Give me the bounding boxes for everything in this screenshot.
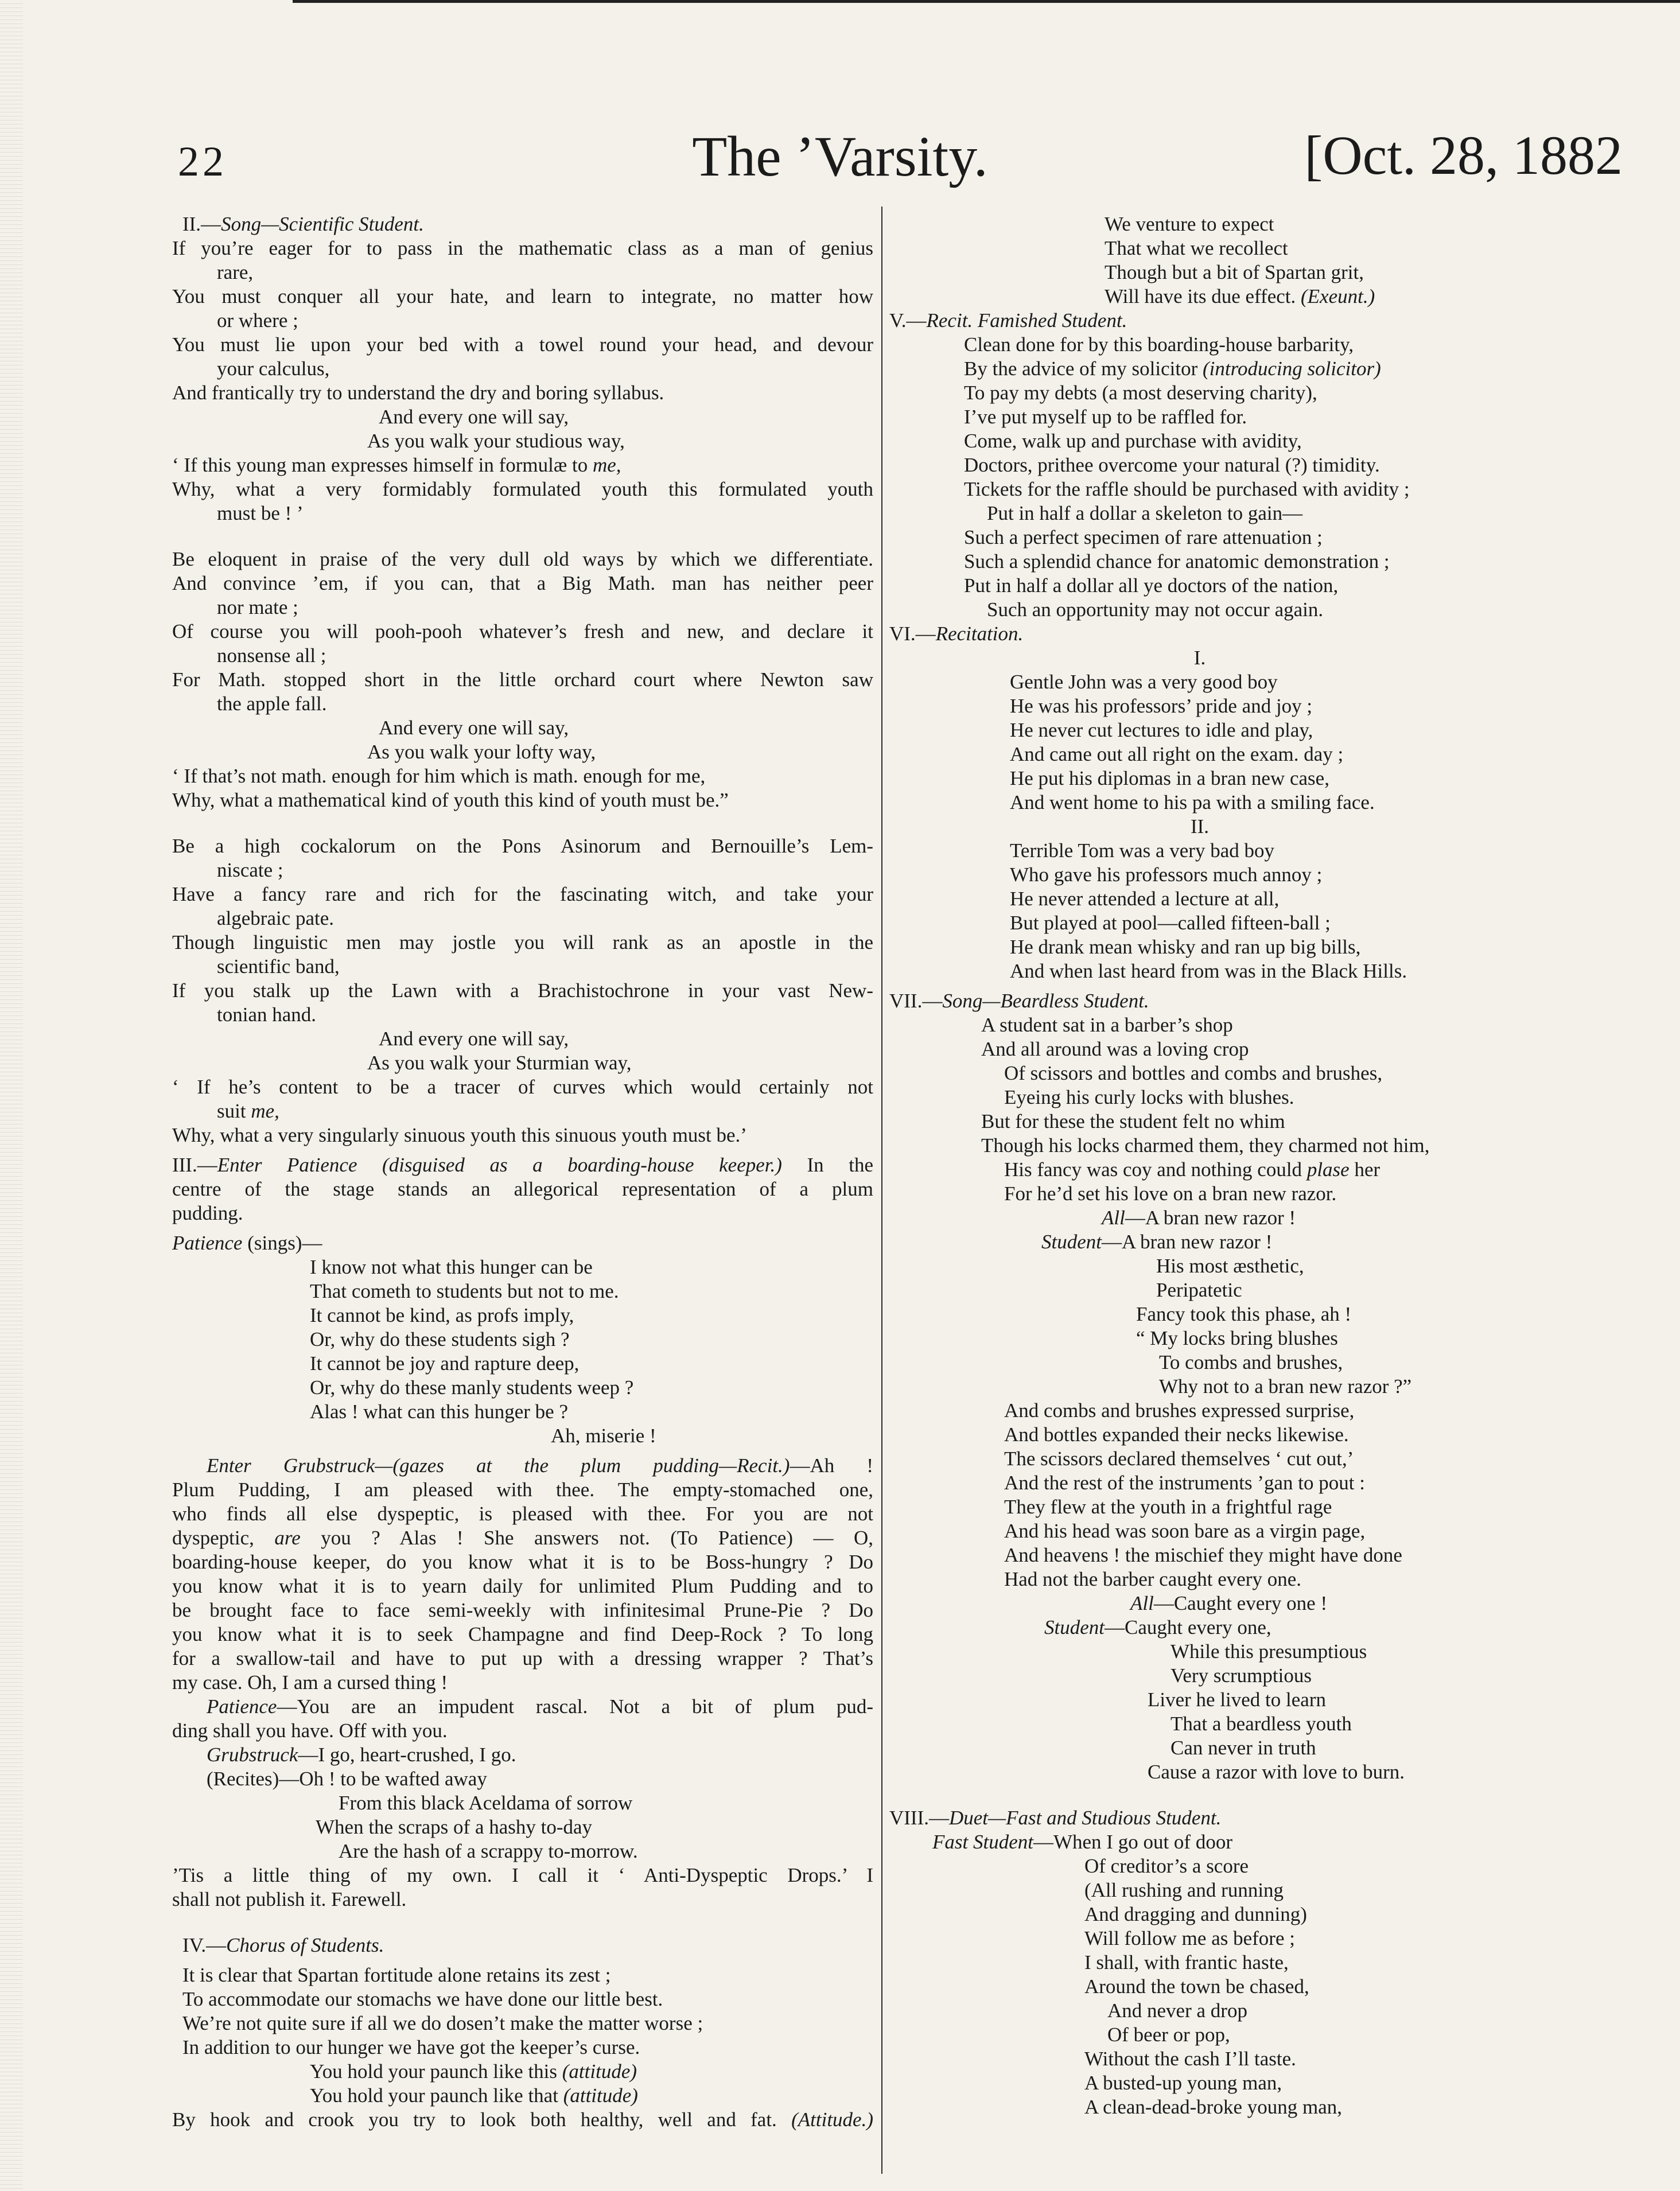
text-line: Enter Grubstruck—(gazes at the plum pudding—Recit.)—Ah !: [207, 1454, 873, 1477]
text-line: you know what it is to yearn daily for unlimited Plum Pudding and to: [172, 1575, 873, 1597]
text-line: Of beer or pop,: [1107, 2023, 1230, 2046]
text-line: your calculus,: [217, 357, 330, 380]
text-line: If you stalk up the Lawn with a Brachistochrone in your vast New-: [172, 979, 873, 1002]
text-line: Patience (sings)—: [172, 1232, 322, 1254]
text-line: It cannot be joy and rapture deep,: [310, 1352, 580, 1375]
text-line: A busted-up young man,: [1084, 2072, 1282, 2094]
text-line: The scissors declared themselves ‘ cut out,’: [1004, 1447, 1354, 1470]
text-line: you know what it is to seek Champagne and find Deep-Rock ? To long: [172, 1623, 873, 1645]
text-line: Without the cash I’ll taste.: [1084, 2048, 1296, 2070]
text-line: centre of the stage stands an allegorical representation of a plum: [172, 1178, 873, 1200]
text-line: For he’d set his love on a bran new razor.: [1004, 1182, 1337, 1205]
text-line: the apple fall.: [217, 692, 327, 715]
text-line: Or, why do these students sigh ?: [310, 1328, 570, 1351]
text-line: Of creditor’s a score: [1084, 1855, 1249, 1877]
text-line: Why, what a very singularly sinuous youth this sinuous youth must be.’: [172, 1124, 747, 1146]
section-heading: VIII.—Duet—Fast and Studious Student.: [889, 1807, 1222, 1829]
text-line: You hold your paunch like this (attitude): [310, 2060, 637, 2083]
text-line: As you walk your lofty way,: [367, 741, 596, 763]
text-line: Terrible Tom was a very bad boy: [1010, 839, 1274, 862]
text-line: nonsense all ;: [217, 644, 326, 667]
text-line: But for these the student felt no whim: [981, 1110, 1285, 1133]
text-line: rare,: [217, 261, 254, 283]
text-line: His most æsthetic,: [1156, 1255, 1304, 1277]
text-line: Of scissors and bottles and combs and brushes,: [1004, 1062, 1383, 1084]
text-line: Be eloquent in praise of the very dull old ways by which we differentiate.: [172, 548, 873, 570]
text-line: It cannot be kind, as profs imply,: [310, 1304, 574, 1326]
text-line: And convince ’em, if you can, that a Big Math. man has neither peer: [172, 572, 873, 594]
text-line: Very scrumptious: [1170, 1664, 1312, 1687]
section-heading: III.—Enter Patience (disguised as a boarding-house keeper.) In the: [172, 1154, 873, 1176]
text-line: And every one will say,: [379, 406, 569, 428]
section-heading: IV.—Chorus of Students.: [182, 1934, 384, 1956]
text-line: I know not what this hunger can be: [310, 1256, 593, 1278]
stanza-number: II.: [1190, 815, 1210, 838]
text-line: pudding.: [172, 1202, 243, 1224]
text-line: Of course you will pooh-pooh whatever’s fresh and new, and declare it: [172, 620, 873, 643]
text-line: They flew at the youth in a frightful rage: [1004, 1496, 1332, 1518]
text-line: It is clear that Spartan fortitude alone retains its zest ;: [182, 1964, 611, 1986]
text-line: Ah, miserie !: [551, 1425, 656, 1447]
text-line: His fancy was coy and nothing could plase her: [1004, 1158, 1380, 1181]
section-heading: V.—Recit. Famished Student.: [889, 309, 1127, 332]
text-line: Grubstruck—I go, heart-crushed, I go.: [207, 1744, 516, 1766]
text-line: Patience—You are an impudent rascal. Not a bit of plum pud-: [207, 1695, 873, 1718]
text-line: (All rushing and running: [1084, 1879, 1284, 1901]
text-line: He never attended a lecture at all,: [1010, 888, 1280, 910]
text-line: Student—A bran new razor !: [1041, 1231, 1273, 1253]
text-line: You must conquer all your hate, and learn to integrate, no matter how: [172, 285, 873, 308]
text-line: To combs and brushes,: [1159, 1351, 1343, 1373]
text-line: While this presumptious: [1170, 1640, 1367, 1663]
text-line: Who gave his professors much annoy ;: [1010, 863, 1323, 886]
text-line: Though but a bit of Spartan grit,: [1105, 261, 1364, 283]
text-line: That what we recollect: [1105, 237, 1288, 259]
page-header: [0, 103, 1680, 201]
top-rule: [293, 0, 1680, 3]
text-line: Though linguistic men may jostle you will rank as an apostle in the: [172, 931, 873, 954]
text-line: As you walk your Sturmian way,: [367, 1052, 632, 1074]
text-line: ’Tis a little thing of my own. I call it ‘ Anti-Dyspeptic Drops.’ I: [172, 1864, 873, 1886]
text-line: He never cut lectures to idle and play,: [1010, 719, 1313, 741]
text-line: Liver he lived to learn: [1148, 1688, 1326, 1711]
text-line: shall not publish it. Farewell.: [172, 1888, 407, 1910]
text-line: You hold your paunch like that (attitude): [310, 2084, 638, 2107]
text-line: Such an opportunity may not occur again.: [987, 598, 1324, 621]
column-divider: [881, 207, 882, 2174]
text-line: Put in half a dollar a skeleton to gain—: [987, 502, 1303, 524]
text-line: And never a drop: [1107, 1999, 1247, 2022]
text-line: All—Caught every one !: [1130, 1592, 1328, 1614]
text-line: Student—Caught every one,: [1044, 1616, 1271, 1639]
text-line: Had not the barber caught every one.: [1004, 1568, 1301, 1590]
text-line: From this black Aceldama of sorrow: [339, 1792, 633, 1814]
text-line: He was his professors’ pride and joy ;: [1010, 695, 1313, 717]
text-line: And every one will say,: [379, 717, 569, 739]
text-line: We venture to expect: [1105, 213, 1274, 235]
stanza-number: I.: [1193, 647, 1206, 669]
text-line: And dragging and dunning): [1084, 1903, 1307, 1925]
text-line: Why, what a mathematical kind of youth this kind of youth must be.”: [172, 789, 729, 811]
text-line: dyspeptic, are you ? Alas ! She answers not. (To Patience) — O,: [172, 1527, 873, 1549]
text-line: Put in half a dollar all ye doctors of the nation,: [964, 574, 1339, 597]
text-line: “ My locks bring blushes: [1136, 1327, 1338, 1349]
text-line: That a beardless youth: [1170, 1713, 1352, 1735]
section-heading: II.—Song—Scientific Student.: [182, 213, 424, 235]
text-line: Such a splendid chance for anatomic demonstration ;: [964, 550, 1390, 573]
text-line: That cometh to students but not to me.: [310, 1280, 619, 1302]
text-line: And bottles expanded their necks likewise.: [1004, 1423, 1349, 1446]
text-line: Will have its due effect. (Exeunt.): [1105, 285, 1375, 308]
text-line: ‘ If this young man expresses himself in formulæ to me,: [172, 454, 621, 476]
text-line: And when last heard from was in the Black Hills.: [1010, 960, 1407, 982]
text-line: Clean done for by this boarding-house barbarity,: [964, 333, 1354, 356]
text-line: algebraic pate.: [217, 907, 335, 929]
text-line: Tickets for the raffle should be purchased with avidity ;: [964, 478, 1410, 500]
text-line: be brought face to face semi-weekly with infinitesimal Prune-Pie ? Do: [172, 1599, 873, 1621]
text-line: All—A bran new razor !: [1102, 1207, 1296, 1229]
text-line: To pay my debts (a most deserving charity),: [964, 382, 1317, 404]
text-line: Though his locks charmed them, they charmed not him,: [981, 1134, 1430, 1157]
text-line: Gentle John was a very good boy: [1010, 671, 1278, 693]
text-line: Fancy took this phase, ah !: [1136, 1303, 1352, 1325]
text-line: Cause a razor with love to burn.: [1148, 1761, 1405, 1783]
text-line: You must lie upon your bed with a towel round your head, and devour: [172, 333, 873, 356]
text-line: Plum Pudding, I am pleased with thee. The empty-stomached one,: [172, 1478, 873, 1501]
text-line: For Math. stopped short in the little orchard court where Newton saw: [172, 668, 873, 691]
right-column: [889, 212, 1510, 2119]
text-line: By the advice of my solicitor (introducing solicitor): [964, 357, 1381, 380]
text-line: my case. Oh, I am a cursed thing !: [172, 1671, 448, 1694]
text-line: We’re not quite sure if all we do dosen’t make the matter worse ;: [182, 2012, 703, 2034]
left-column: [172, 212, 873, 2132]
text-line: or where ;: [217, 309, 298, 332]
text-line: And heavens ! the mischief they might have done: [1004, 1544, 1402, 1566]
text-line: niscate ;: [217, 859, 283, 881]
text-line: for a swallow-tail and have to put up with a dressing wrapper ? That’s: [172, 1647, 873, 1669]
text-line: A student sat in a barber’s shop: [981, 1014, 1233, 1036]
text-line: Peripatetic: [1156, 1279, 1242, 1301]
text-line: Doctors, prithee overcome your natural (?) timidity.: [964, 454, 1380, 476]
text-line: (Recites)—Oh ! to be wafted away: [207, 1768, 487, 1790]
text-line: Fast Student—When I go out of door: [932, 1831, 1232, 1853]
text-line: who finds all else dyspeptic, is pleased with thee. For you are not: [172, 1503, 873, 1525]
text-line: And all around was a loving crop: [981, 1038, 1249, 1060]
text-line: ‘ If that’s not math. enough for him which is math. enough for me,: [172, 765, 706, 787]
text-line: nor mate ;: [217, 596, 298, 618]
text-line: must be ! ’: [217, 502, 304, 524]
section-heading: VII.—Song—Beardless Student.: [889, 990, 1149, 1012]
text-line: When the scraps of a hashy to-day: [316, 1816, 593, 1838]
text-line: A clean-dead-broke young man,: [1084, 2096, 1343, 2118]
text-line: Alas ! what can this hunger be ?: [310, 1400, 568, 1423]
text-line: boarding-house keeper, do you know what it is to be Boss-hungry ? Do: [172, 1551, 873, 1573]
text-line: tonian hand.: [217, 1003, 317, 1026]
text-line: And his head was soon bare as a virgin page,: [1004, 1520, 1366, 1542]
text-line: Are the hash of a scrappy to-morrow.: [339, 1840, 638, 1862]
text-line: He drank mean whisky and ran up big bills,: [1010, 936, 1361, 958]
section-heading: VI.—Recitation.: [889, 622, 1024, 645]
text-line: If you’re eager for to pass in the mathematic class as a man of genius: [172, 237, 873, 259]
text-line: Come, walk up and purchase with avidity,: [964, 430, 1302, 452]
text-line: And every one will say,: [379, 1028, 569, 1050]
text-line: And combs and brushes expressed surprise,: [1004, 1399, 1355, 1422]
text-line: And the rest of the instruments ’gan to pout :: [1004, 1472, 1365, 1494]
text-line: Why, what a very formidably formulated youth this formulated youth: [172, 478, 873, 500]
text-line: suit me,: [217, 1100, 279, 1122]
text-line: By hook and crook you try to look both healthy, well and fat. (Attitude.): [172, 2108, 873, 2131]
text-line: And came out all right on the exam. day ;: [1010, 743, 1344, 765]
text-line: Have a fancy rare and rich for the fascinating witch, and take your: [172, 883, 873, 905]
text-line: ‘ If he’s content to be a tracer of curves which would certainly not: [172, 1076, 873, 1098]
text-line: He put his diplomas in a bran new case,: [1010, 767, 1329, 789]
text-line: And went home to his pa with a smiling face.: [1010, 791, 1375, 814]
page-edge-speckle: [0, 0, 23, 2191]
text-line: As you walk your studious way,: [367, 430, 625, 452]
text-line: But played at pool—called fifteen-ball ;: [1010, 912, 1331, 934]
issue-date: [Oct. 28, 1882: [1304, 124, 1623, 186]
masthead-title: The ’Varsity.: [692, 124, 988, 188]
text-line: scientific band,: [217, 955, 340, 978]
text-line: Be a high cockalorum on the Pons Asinorum and Bernouille’s Lem-: [172, 835, 873, 857]
text-line: In addition to our hunger we have got the keeper’s curse.: [182, 2036, 640, 2058]
text-line: And frantically try to understand the dry and boring syllabus.: [172, 382, 664, 404]
text-line: ding shall you have. Off with you.: [172, 1719, 448, 1742]
text-line: Can never in truth: [1170, 1737, 1316, 1759]
text-line: I’ve put myself up to be raffled for.: [964, 406, 1247, 428]
text-line: Such a perfect specimen of rare attenuation ;: [964, 526, 1323, 548]
page-number: 22: [178, 138, 227, 185]
text-line: Or, why do these manly students weep ?: [310, 1376, 634, 1399]
text-line: Around the town be chased,: [1084, 1975, 1309, 1998]
text-line: I shall, with frantic haste,: [1084, 1951, 1289, 1974]
text-line: To accommodate our stomachs we have done our little best.: [182, 1988, 663, 2010]
text-line: Why not to a bran new razor ?”: [1159, 1375, 1412, 1398]
text-line: Eyeing his curly locks with blushes.: [1004, 1086, 1294, 1108]
text-line: Will follow me as before ;: [1084, 1927, 1295, 1949]
